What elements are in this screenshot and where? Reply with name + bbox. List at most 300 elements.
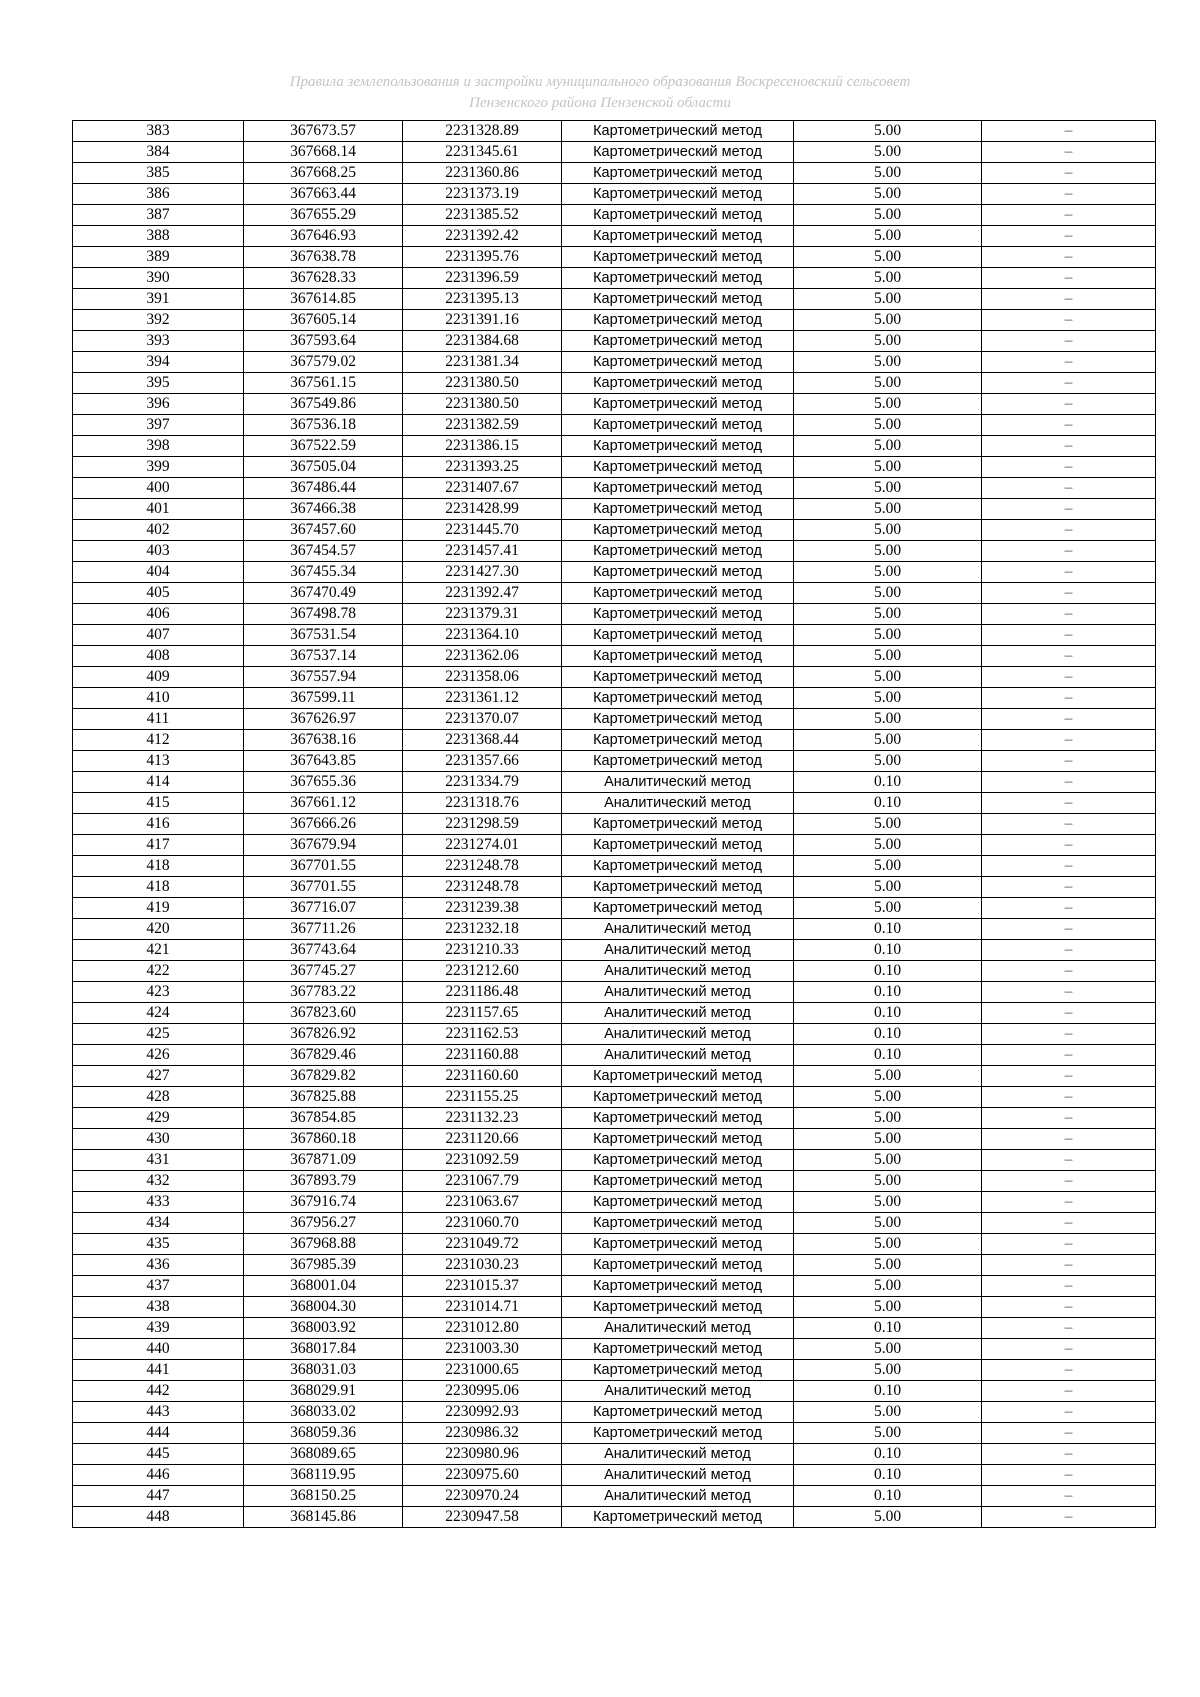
table-row [73,1276,1156,1297]
x-coordinate-cell: 367454.57 [244,541,403,562]
method-cell: Картометрический метод [562,289,794,310]
note-cell: – [982,478,1156,499]
note-cell: – [982,1129,1156,1150]
table-row [73,415,1156,436]
x-coordinate-cell: 367486.44 [244,478,403,499]
point-number-cell: 401 [73,499,244,520]
point-number-cell: 430 [73,1129,244,1150]
note-cell: – [982,184,1156,205]
point-number-cell: 391 [73,289,244,310]
table-row [73,142,1156,163]
y-coordinate-cell: 2231132.23 [403,1108,562,1129]
table-row [73,1066,1156,1087]
y-coordinate-cell: 2231160.60 [403,1066,562,1087]
table-row [73,121,1156,142]
table-row [73,1486,1156,1507]
x-coordinate-cell: 367783.22 [244,982,403,1003]
note-cell: – [982,331,1156,352]
accuracy-cell: 5.00 [794,310,982,331]
x-coordinate-cell: 368059.36 [244,1423,403,1444]
table-row [73,1444,1156,1465]
x-coordinate-cell: 367701.55 [244,856,403,877]
method-cell: Картометрический метод [562,373,794,394]
table-row [73,583,1156,604]
point-number-cell: 387 [73,205,244,226]
point-number-cell: 420 [73,919,244,940]
accuracy-cell: 5.00 [794,730,982,751]
table-row [73,163,1156,184]
table-row [73,394,1156,415]
point-number-cell: 383 [73,121,244,142]
y-coordinate-cell: 2231391.16 [403,310,562,331]
method-cell: Картометрический метод [562,583,794,604]
accuracy-cell: 5.00 [794,1276,982,1297]
note-cell: – [982,1507,1156,1528]
note-cell: – [982,457,1156,478]
point-number-cell: 424 [73,1003,244,1024]
x-coordinate-cell: 367829.46 [244,1045,403,1066]
note-cell: – [982,667,1156,688]
x-coordinate-cell: 367638.78 [244,247,403,268]
note-cell: – [982,268,1156,289]
y-coordinate-cell: 2231457.41 [403,541,562,562]
table-row [73,541,1156,562]
x-coordinate-cell: 367679.94 [244,835,403,856]
table-row [73,688,1156,709]
method-cell: Картометрический метод [562,1339,794,1360]
x-coordinate-cell: 367470.49 [244,583,403,604]
table-row [73,1150,1156,1171]
note-cell: – [982,730,1156,751]
point-number-cell: 429 [73,1108,244,1129]
y-coordinate-cell: 2231274.01 [403,835,562,856]
y-coordinate-cell: 2231396.59 [403,268,562,289]
method-cell: Картометрический метод [562,751,794,772]
y-coordinate-cell: 2230986.32 [403,1423,562,1444]
method-cell: Картометрический метод [562,310,794,331]
method-cell: Картометрический метод [562,331,794,352]
y-coordinate-cell: 2231393.25 [403,457,562,478]
y-coordinate-cell: 2231384.68 [403,331,562,352]
point-number-cell: 432 [73,1171,244,1192]
point-number-cell: 399 [73,457,244,478]
point-number-cell: 409 [73,667,244,688]
point-number-cell: 416 [73,814,244,835]
accuracy-cell: 5.00 [794,1402,982,1423]
note-cell: – [982,1444,1156,1465]
point-number-cell: 412 [73,730,244,751]
method-cell: Аналитический метод [562,961,794,982]
accuracy-cell: 0.10 [794,1045,982,1066]
table-row [73,982,1156,1003]
accuracy-cell: 5.00 [794,814,982,835]
accuracy-cell: 5.00 [794,163,982,184]
y-coordinate-cell: 2231092.59 [403,1150,562,1171]
accuracy-cell: 5.00 [794,583,982,604]
x-coordinate-cell: 367537.14 [244,646,403,667]
table-row [73,1339,1156,1360]
y-coordinate-cell: 2231212.60 [403,961,562,982]
method-cell: Картометрический метод [562,184,794,205]
method-cell: Картометрический метод [562,709,794,730]
x-coordinate-cell: 367457.60 [244,520,403,541]
point-number-cell: 446 [73,1465,244,1486]
table-row [73,919,1156,940]
point-number-cell: 384 [73,142,244,163]
y-coordinate-cell: 2230992.93 [403,1402,562,1423]
y-coordinate-cell: 2231015.37 [403,1276,562,1297]
x-coordinate-cell: 367871.09 [244,1150,403,1171]
point-number-cell: 421 [73,940,244,961]
point-number-cell: 418 [73,856,244,877]
table-row [73,961,1156,982]
table-row [73,184,1156,205]
x-coordinate-cell: 367536.18 [244,415,403,436]
note-cell: – [982,436,1156,457]
table-row [73,793,1156,814]
x-coordinate-cell: 367466.38 [244,499,403,520]
y-coordinate-cell: 2231328.89 [403,121,562,142]
table-row [73,1360,1156,1381]
y-coordinate-cell: 2231392.42 [403,226,562,247]
x-coordinate-cell: 367628.33 [244,268,403,289]
y-coordinate-cell: 2231060.70 [403,1213,562,1234]
table-row [73,499,1156,520]
method-cell: Аналитический метод [562,1024,794,1045]
note-cell: – [982,541,1156,562]
method-cell: Аналитический метод [562,919,794,940]
note-cell: – [982,877,1156,898]
table-row [73,331,1156,352]
note-cell: – [982,709,1156,730]
accuracy-cell: 5.00 [794,646,982,667]
note-cell: – [982,1318,1156,1339]
note-cell: – [982,583,1156,604]
point-number-cell: 385 [73,163,244,184]
point-number-cell: 402 [73,520,244,541]
method-cell: Картометрический метод [562,142,794,163]
x-coordinate-cell: 368089.65 [244,1444,403,1465]
table-row [73,1381,1156,1402]
accuracy-cell: 0.10 [794,1486,982,1507]
x-coordinate-cell: 367561.15 [244,373,403,394]
accuracy-cell: 5.00 [794,352,982,373]
point-number-cell: 425 [73,1024,244,1045]
table-row [73,1423,1156,1444]
accuracy-cell: 5.00 [794,1171,982,1192]
accuracy-cell: 5.00 [794,604,982,625]
table-row [73,457,1156,478]
accuracy-cell: 5.00 [794,1507,982,1528]
method-cell: Картометрический метод [562,163,794,184]
accuracy-cell: 5.00 [794,709,982,730]
method-cell: Картометрический метод [562,688,794,709]
accuracy-cell: 5.00 [794,499,982,520]
note-cell: – [982,1108,1156,1129]
method-cell: Картометрический метод [562,478,794,499]
y-coordinate-cell: 2231049.72 [403,1234,562,1255]
note-cell: – [982,520,1156,541]
method-cell: Аналитический метод [562,1444,794,1465]
table-row [73,352,1156,373]
point-number-cell: 426 [73,1045,244,1066]
point-number-cell: 403 [73,541,244,562]
note-cell: – [982,394,1156,415]
method-cell: Картометрический метод [562,352,794,373]
x-coordinate-cell: 367614.85 [244,289,403,310]
table-row [73,1234,1156,1255]
note-cell: – [982,1402,1156,1423]
accuracy-cell: 5.00 [794,625,982,646]
x-coordinate-cell: 367745.27 [244,961,403,982]
method-cell: Картометрический метод [562,1297,794,1318]
method-cell: Картометрический метод [562,415,794,436]
note-cell: – [982,310,1156,331]
point-number-cell: 443 [73,1402,244,1423]
method-cell: Аналитический метод [562,940,794,961]
note-cell: – [982,1066,1156,1087]
accuracy-cell: 0.10 [794,982,982,1003]
x-coordinate-cell: 367663.44 [244,184,403,205]
note-cell: – [982,142,1156,163]
y-coordinate-cell: 2230970.24 [403,1486,562,1507]
x-coordinate-cell: 367557.94 [244,667,403,688]
method-cell: Аналитический метод [562,1318,794,1339]
note-cell: – [982,1276,1156,1297]
x-coordinate-cell: 367638.16 [244,730,403,751]
table-row [73,772,1156,793]
point-number-cell: 448 [73,1507,244,1528]
method-cell: Картометрический метод [562,604,794,625]
method-cell: Аналитический метод [562,982,794,1003]
x-coordinate-cell: 368033.02 [244,1402,403,1423]
x-coordinate-cell: 367579.02 [244,352,403,373]
y-coordinate-cell: 2231385.52 [403,205,562,226]
x-coordinate-cell: 367661.12 [244,793,403,814]
accuracy-cell: 5.00 [794,751,982,772]
note-cell: – [982,898,1156,919]
x-coordinate-cell: 367716.07 [244,898,403,919]
note-cell: – [982,163,1156,184]
y-coordinate-cell: 2230995.06 [403,1381,562,1402]
x-coordinate-cell: 368119.95 [244,1465,403,1486]
note-cell: – [982,856,1156,877]
y-coordinate-cell: 2231445.70 [403,520,562,541]
note-cell: – [982,961,1156,982]
y-coordinate-cell: 2231395.76 [403,247,562,268]
method-cell: Картометрический метод [562,730,794,751]
x-coordinate-cell: 367666.26 [244,814,403,835]
y-coordinate-cell: 2231427.30 [403,562,562,583]
y-coordinate-cell: 2231298.59 [403,814,562,835]
point-number-cell: 442 [73,1381,244,1402]
note-cell: – [982,1024,1156,1045]
table-row [73,1507,1156,1528]
method-cell: Картометрический метод [562,1129,794,1150]
y-coordinate-cell: 2231318.76 [403,793,562,814]
y-coordinate-cell: 2231000.65 [403,1360,562,1381]
note-cell: – [982,1255,1156,1276]
accuracy-cell: 0.10 [794,1318,982,1339]
method-cell: Картометрический метод [562,814,794,835]
table-row [73,814,1156,835]
y-coordinate-cell: 2231030.23 [403,1255,562,1276]
x-coordinate-cell: 367826.92 [244,1024,403,1045]
x-coordinate-cell: 367605.14 [244,310,403,331]
x-coordinate-cell: 367916.74 [244,1192,403,1213]
accuracy-cell: 5.00 [794,457,982,478]
accuracy-cell: 5.00 [794,835,982,856]
method-cell: Картометрический метод [562,856,794,877]
note-cell: – [982,1360,1156,1381]
point-number-cell: 398 [73,436,244,457]
accuracy-cell: 5.00 [794,478,982,499]
method-cell: Картометрический метод [562,226,794,247]
accuracy-cell: 5.00 [794,1192,982,1213]
accuracy-cell: 5.00 [794,121,982,142]
table-row [73,1192,1156,1213]
note-cell: – [982,1171,1156,1192]
point-number-cell: 388 [73,226,244,247]
method-cell: Картометрический метод [562,562,794,583]
point-number-cell: 395 [73,373,244,394]
method-cell: Картометрический метод [562,1192,794,1213]
table-row [73,1129,1156,1150]
method-cell: Картометрический метод [562,1423,794,1444]
table-row [73,1024,1156,1045]
accuracy-cell: 5.00 [794,184,982,205]
method-cell: Картометрический метод [562,436,794,457]
note-cell: – [982,1297,1156,1318]
accuracy-cell: 5.00 [794,667,982,688]
y-coordinate-cell: 2231368.44 [403,730,562,751]
point-number-cell: 394 [73,352,244,373]
point-number-cell: 392 [73,310,244,331]
header-line-2: Пензенского района Пензенской области [469,95,731,111]
x-coordinate-cell: 367829.82 [244,1066,403,1087]
point-number-cell: 444 [73,1423,244,1444]
y-coordinate-cell: 2231358.06 [403,667,562,688]
note-cell: – [982,1213,1156,1234]
accuracy-cell: 0.10 [794,1024,982,1045]
method-cell: Картометрический метод [562,835,794,856]
y-coordinate-cell: 2231386.15 [403,436,562,457]
point-number-cell: 422 [73,961,244,982]
method-cell: Аналитический метод [562,1381,794,1402]
x-coordinate-cell: 368001.04 [244,1276,403,1297]
table-row [73,226,1156,247]
accuracy-cell: 0.10 [794,961,982,982]
y-coordinate-cell: 2231003.30 [403,1339,562,1360]
x-coordinate-cell: 368031.03 [244,1360,403,1381]
y-coordinate-cell: 2231379.31 [403,604,562,625]
point-number-cell: 433 [73,1192,244,1213]
method-cell: Картометрический метод [562,1255,794,1276]
y-coordinate-cell: 2231160.88 [403,1045,562,1066]
method-cell: Картометрический метод [562,205,794,226]
table-row [73,1402,1156,1423]
x-coordinate-cell: 367823.60 [244,1003,403,1024]
x-coordinate-cell: 367655.29 [244,205,403,226]
method-cell: Картометрический метод [562,667,794,688]
point-number-cell: 419 [73,898,244,919]
method-cell: Картометрический метод [562,1066,794,1087]
accuracy-cell: 5.00 [794,289,982,310]
note-cell: – [982,646,1156,667]
coordinates-table-body [73,121,1156,1528]
point-number-cell: 389 [73,247,244,268]
accuracy-cell: 5.00 [794,898,982,919]
y-coordinate-cell: 2231063.67 [403,1192,562,1213]
point-number-cell: 428 [73,1087,244,1108]
point-number-cell: 418 [73,877,244,898]
note-cell: – [982,247,1156,268]
point-number-cell: 431 [73,1150,244,1171]
table-row [73,1213,1156,1234]
note-cell: – [982,772,1156,793]
method-cell: Аналитический метод [562,793,794,814]
y-coordinate-cell: 2231334.79 [403,772,562,793]
table-row [73,646,1156,667]
accuracy-cell: 0.10 [794,793,982,814]
note-cell: – [982,688,1156,709]
y-coordinate-cell: 2230975.60 [403,1465,562,1486]
accuracy-cell: 5.00 [794,226,982,247]
note-cell: – [982,1192,1156,1213]
x-coordinate-cell: 367643.85 [244,751,403,772]
accuracy-cell: 5.00 [794,1360,982,1381]
point-number-cell: 406 [73,604,244,625]
accuracy-cell: 5.00 [794,394,982,415]
method-cell: Картометрический метод [562,1402,794,1423]
table-row [73,268,1156,289]
method-cell: Картометрический метод [562,520,794,541]
point-number-cell: 404 [73,562,244,583]
table-row [73,898,1156,919]
y-coordinate-cell: 2231157.65 [403,1003,562,1024]
x-coordinate-cell: 367593.64 [244,331,403,352]
document-header [150,72,1050,114]
x-coordinate-cell: 368145.86 [244,1507,403,1528]
table-row [73,877,1156,898]
table-row [73,751,1156,772]
note-cell: – [982,499,1156,520]
method-cell: Аналитический метод [562,1045,794,1066]
note-cell: – [982,1423,1156,1444]
x-coordinate-cell: 367549.86 [244,394,403,415]
accuracy-cell: 5.00 [794,856,982,877]
method-cell: Картометрический метод [562,247,794,268]
x-coordinate-cell: 367711.26 [244,919,403,940]
method-cell: Картометрический метод [562,898,794,919]
method-cell: Картометрический метод [562,457,794,478]
header-line-1: Правила землепользования и застройки муниципального образования Воскресеновский сельсовет [289,74,911,90]
y-coordinate-cell: 2231407.67 [403,478,562,499]
point-number-cell: 396 [73,394,244,415]
y-coordinate-cell: 2231380.50 [403,373,562,394]
point-number-cell: 440 [73,1339,244,1360]
x-coordinate-cell: 367599.11 [244,688,403,709]
accuracy-cell: 5.00 [794,1255,982,1276]
accuracy-cell: 0.10 [794,1465,982,1486]
method-cell: Картометрический метод [562,499,794,520]
accuracy-cell: 0.10 [794,940,982,961]
x-coordinate-cell: 368017.84 [244,1339,403,1360]
note-cell: – [982,289,1156,310]
point-number-cell: 413 [73,751,244,772]
accuracy-cell: 5.00 [794,1423,982,1444]
x-coordinate-cell: 367673.57 [244,121,403,142]
